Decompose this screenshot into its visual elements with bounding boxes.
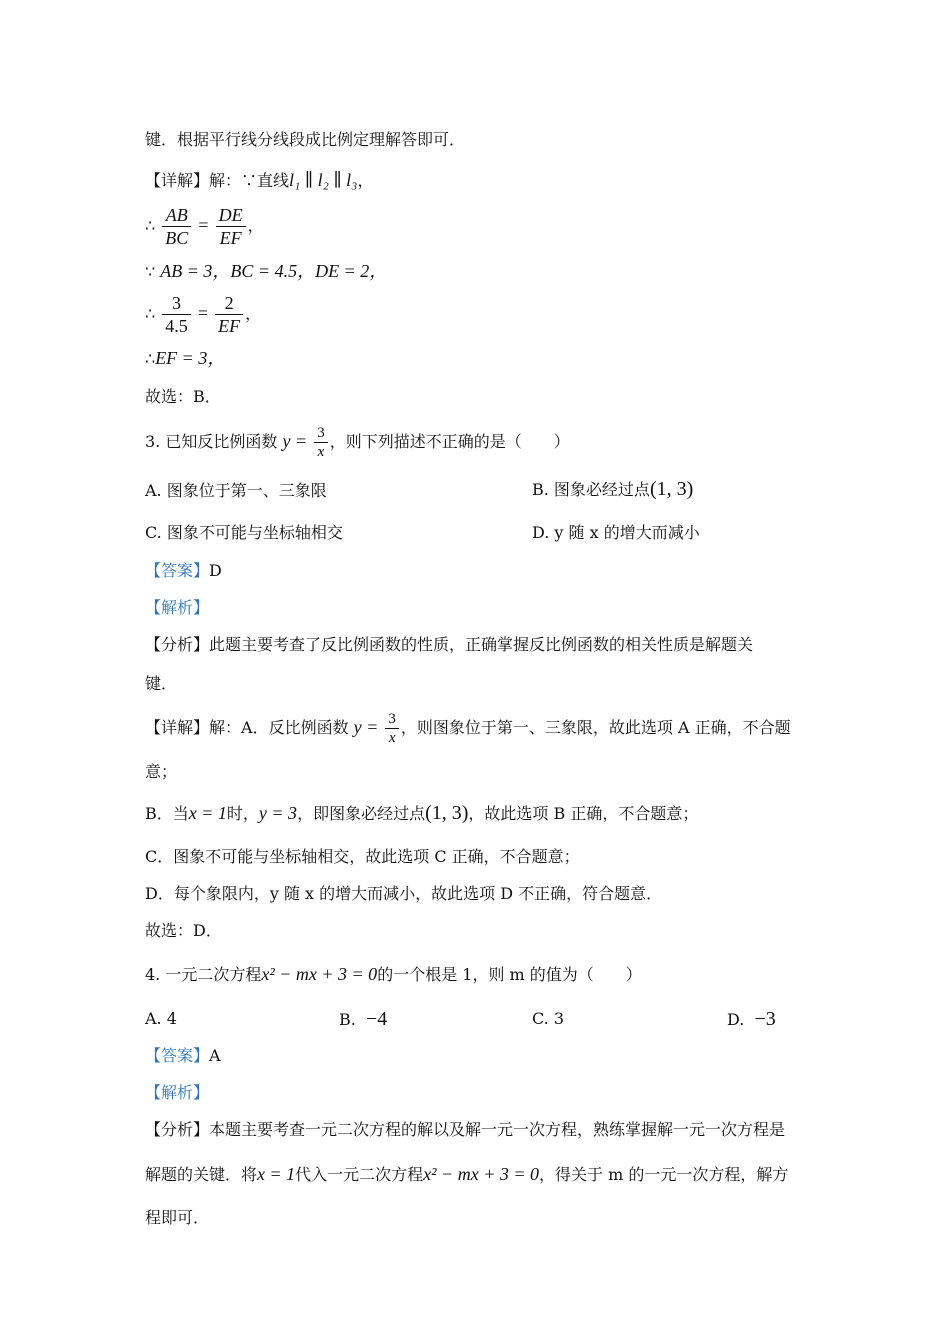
given-values-math: AB = 3，BC = 4.5，DE = 2， bbox=[160, 261, 388, 281]
therefore-symbol: ∴ bbox=[145, 216, 156, 235]
q3-option-b-text: B. 图象必经过点 bbox=[532, 480, 650, 499]
detail-3-b-mid: 时， bbox=[226, 804, 259, 823]
q4-option-d-value: −3 bbox=[754, 1008, 776, 1030]
y-equals-3: y = 3 bbox=[258, 803, 298, 823]
q3-option-c: C. 图象不可能与坐标轴相交 bbox=[145, 523, 343, 542]
detail-3-a-end: 意； bbox=[145, 762, 178, 781]
equals-sign: = bbox=[197, 303, 209, 323]
fraction-3-over-x: $\frac{3}{x}$ bbox=[385, 710, 399, 747]
therefore-symbol: ∴ bbox=[145, 349, 156, 368]
detail-line-1 bbox=[145, 168, 373, 193]
fraction-de-ef: $\frac{DE}{EF}$ bbox=[216, 204, 246, 249]
q3-option-d: D. y 随 x 的增大而减小 bbox=[532, 523, 700, 542]
fraction-ab-bc: $\frac{AB}{BC}$ bbox=[162, 204, 191, 249]
answer-tag: 【答案】 bbox=[145, 561, 210, 580]
y-equals: y = bbox=[353, 717, 379, 737]
line-key-tail: 键．根据平行线分线段成比例定理解答即可． bbox=[145, 130, 466, 149]
detail-text: 解：∵直线 bbox=[209, 171, 290, 190]
result-line bbox=[145, 346, 225, 371]
detail-3-a-text: 解：A．反比例函数 bbox=[209, 718, 349, 737]
fenxi-4-b-tail: ，得关于 m 的一元一次方程，解方 bbox=[539, 1165, 789, 1184]
proportion-line bbox=[145, 204, 264, 249]
answer-4-line bbox=[145, 1044, 221, 1068]
answer-4-value: A bbox=[209, 1046, 221, 1065]
question-3 bbox=[145, 424, 570, 461]
detail-3-b-tail: ，故此选项 B 正确，不合题意； bbox=[468, 804, 699, 823]
q4-option-a: A. 4 bbox=[145, 1009, 177, 1028]
question-4-tail: 的一个根是 1，则 m 的值为（ ） bbox=[377, 965, 642, 984]
fraction-2-ef: $\frac{2}{EF}$ bbox=[215, 292, 243, 337]
detail-3-d: D．每个象限内，y 随 x 的增大而减小，故此选项 D 不正确，符合题意． bbox=[145, 884, 663, 903]
fenxi-4-line-3: 程即可． bbox=[145, 1208, 210, 1227]
analysis-tag: 【解析】 bbox=[145, 598, 210, 617]
detail-3-c: C．图象不可能与坐标轴相交，故此选项 C 正确，不合题意； bbox=[145, 847, 580, 866]
fenxi-tag: 【分析】 bbox=[145, 635, 210, 654]
detail-3-a bbox=[145, 710, 791, 747]
question-4 bbox=[145, 962, 642, 987]
fraction-3-4.5: $\frac{3}{4.5}$ bbox=[162, 292, 191, 337]
q4-option-b-value: −4 bbox=[366, 1008, 388, 1030]
q4-option-d-label: D. bbox=[727, 1010, 745, 1029]
fraction-3-over-x: $\frac{3}{x}$ bbox=[314, 424, 328, 461]
q3-option-a: A. 图象位于第一、三象限 bbox=[145, 481, 327, 500]
choose-d-line: 故选：D． bbox=[145, 921, 222, 940]
quadratic-equation: x² − mx + 3 = 0 bbox=[423, 1164, 539, 1184]
equals-sign: = bbox=[198, 215, 209, 235]
fenxi-3-text: 此题主要考查了反比例函数的性质，正确掌握反比例函数的相关性质是解题关 bbox=[209, 635, 754, 654]
q3-option-b bbox=[532, 477, 693, 502]
x-equals-1: x = 1 bbox=[188, 803, 227, 823]
ef-result-math: EF = 3， bbox=[155, 348, 226, 368]
given-values-line bbox=[145, 259, 387, 284]
fenxi-tag: 【分析】 bbox=[145, 1120, 210, 1139]
detail-tag: 【详解】 bbox=[145, 718, 210, 737]
fenxi-4-b-mid: 代入一元二次方程 bbox=[295, 1165, 424, 1184]
fenxi-3-line-1 bbox=[145, 633, 753, 657]
detail-3-b-mid2: ，即图象必经过点 bbox=[297, 804, 426, 823]
q4-option-c: C. 3 bbox=[532, 1009, 565, 1028]
detail-tag: 【详解】 bbox=[145, 171, 210, 190]
answer-3-value: D bbox=[209, 561, 222, 580]
q4-option-b bbox=[339, 1007, 387, 1032]
analysis-tag: 【解析】 bbox=[145, 1083, 210, 1102]
fenxi-4-text: 本题主要考查一元二次方程的解以及解一元一次方程，熟练掌握解一元一次方程是 bbox=[209, 1120, 786, 1139]
question-4-text: 4. 一元二次方程 bbox=[145, 965, 262, 984]
comma: ， bbox=[247, 216, 264, 235]
fenxi-4-line-1 bbox=[145, 1118, 785, 1142]
comma: ， bbox=[357, 171, 374, 190]
therefore-symbol: ∴ bbox=[145, 304, 156, 323]
detail-3-a-tail: ，则图象位于第一、三象限，故此选项 A 正确，不合题 bbox=[400, 718, 791, 737]
parallel-lines-math: l₁ ∥ l₂ ∥ l₃ bbox=[289, 170, 358, 190]
y-equals: y = bbox=[282, 431, 308, 451]
q4-option-d bbox=[727, 1007, 776, 1032]
quadratic-equation: x² − mx + 3 = 0 bbox=[261, 964, 378, 984]
fenxi-3-line-2: 键． bbox=[145, 674, 178, 693]
detail-3-b-text: B．当 bbox=[145, 804, 189, 823]
fenxi-4-line-2 bbox=[145, 1162, 788, 1187]
because-symbol: ∵ bbox=[145, 262, 156, 281]
substitution-line bbox=[145, 292, 261, 337]
answer-tag: 【答案】 bbox=[145, 1046, 210, 1065]
point-1-3: (1, 3) bbox=[425, 802, 469, 824]
detail-3-b bbox=[145, 801, 698, 826]
x-equals-1: x = 1 bbox=[257, 1164, 296, 1184]
q4-option-b-label: B. bbox=[339, 1010, 356, 1029]
question-3-text: 3. 已知反比例函数 bbox=[145, 432, 278, 451]
question-3-tail: ，则下列描述不正确的是（ ） bbox=[329, 432, 570, 451]
point-1-3: (1, 3) bbox=[649, 478, 694, 500]
fenxi-4-b-text: 解题的关键．将 bbox=[145, 1165, 258, 1184]
comma: ， bbox=[245, 304, 262, 323]
answer-3-line bbox=[145, 559, 222, 583]
choose-b-line: 故选：B． bbox=[145, 387, 221, 406]
